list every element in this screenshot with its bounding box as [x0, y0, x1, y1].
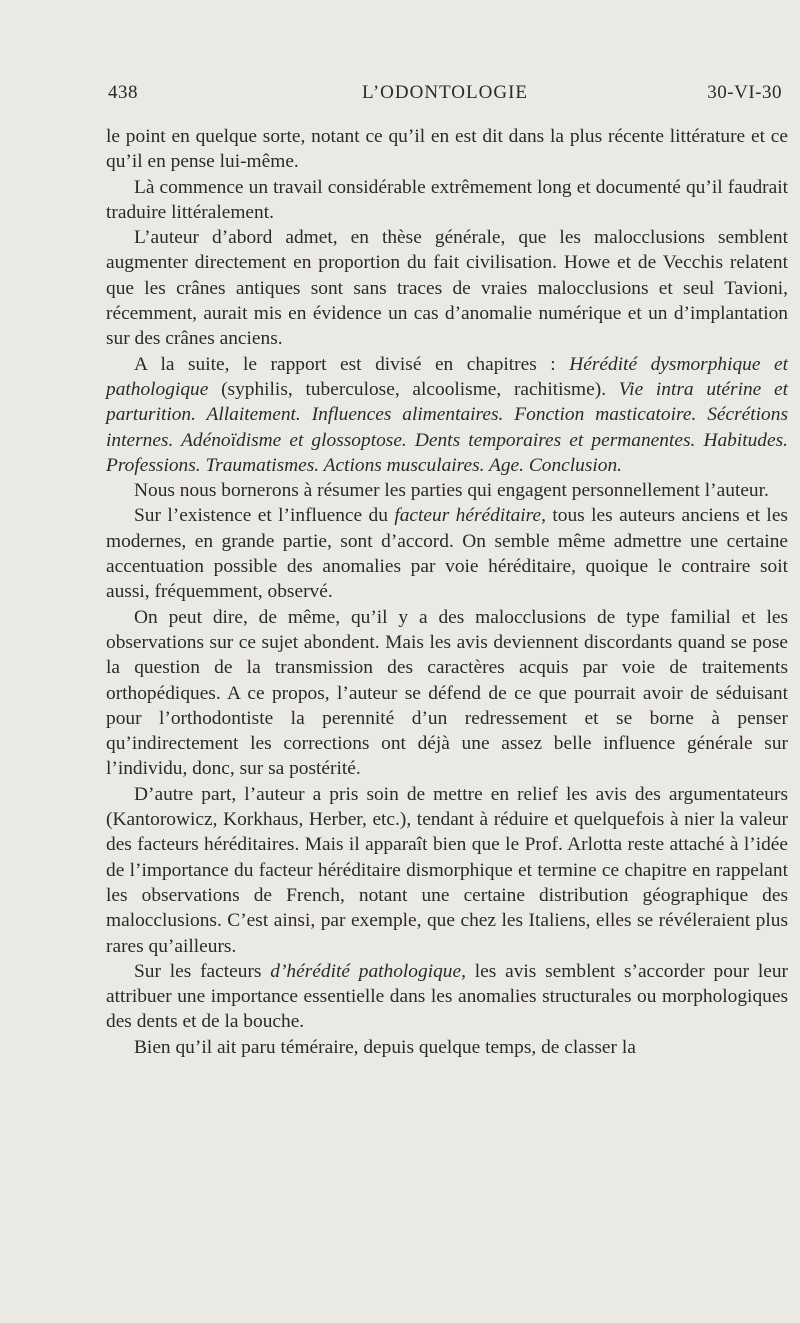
text-run: (syphilis, tuberculose, alcoolisme, rachitisme).: [208, 378, 619, 400]
paragraph: Bien qu’il ait paru téméraire, depuis quelque temps, de classer la: [134, 1036, 636, 1058]
issue-date: 30-VI-30: [707, 82, 782, 103]
text-run: , tous les auteurs anciens et les modernes, en grande partie, sont d’accord. On semble même admettre une certaine accentuation possible des anomalies par voie héréditaire, quoique le contraire soit aussi, fréquemment, observé.: [106, 505, 788, 603]
italic-run: facteur héréditaire: [394, 505, 542, 527]
italic-run: Vie intra utérine et parturition. Allaitement. Influences alimentaires. Fonction masticatoire. Sécrétions internes. Adénoïdisme et glossoptose. Dents temporaires et permanentes. Habitudes. Professions. Traumatismes. Actions musculaires. Age. Conclusion.: [106, 378, 788, 476]
italic-run: Hérédité dysmorphique et pathologique: [106, 353, 788, 400]
text-run: Sur les facteurs: [134, 960, 271, 982]
paragraph: [106, 503, 788, 604]
paragraph: D’autre part, l’auteur a pris soin de mettre en relief les avis des argumentateurs (Kantorowicz, Korkhaus, Herber, etc.), tendant à réduire et quelquefois à nier la valeur des facteurs héréditaires. Mais il apparaît bien que le Prof. Arlotta reste attaché à l’idée de l’importance du facteur héréditaire dismorphique et termine ce chapitre en rappelant les observations de French, notant une certaine distribution géographique des malocclusions. C’est ainsi, par exemple, que chez les Italiens, elles se révéleraient plus rares qu’ailleurs.: [106, 783, 788, 957]
text-run: Sur l’existence et l’influence du: [134, 505, 395, 527]
page-number: 438: [108, 82, 138, 103]
journal-title: L’ODONTOLOGIE: [361, 82, 529, 103]
text-run: A la suite, le rapport est divisé en chapitres :: [134, 353, 570, 375]
text-run: , les avis semblent s’accorder pour leur attribuer une importance essentielle dans les anomalies structurales ou morphologiques des dents et de la bouche.: [106, 960, 788, 1033]
paragraph: [106, 352, 788, 478]
body-text: [106, 124, 788, 1060]
paragraph: Nous nous bornerons à résumer les parties qui engagent personnellement l’auteur.: [134, 480, 769, 502]
paragraph: Là commence un travail considérable extrêmement long et documenté qu’il faudrait traduire littéralement.: [106, 176, 788, 223]
running-header: [108, 82, 782, 112]
italic-run: d’hérédité pathologique: [270, 960, 462, 982]
paragraph: le point en quelque sorte, notant ce qu’il en est dit dans la plus récente littérature et ce qu’il en pense lui-même.: [106, 126, 788, 173]
paragraph: On peut dire, de même, qu’il y a des malocclusions de type familial et les observations sur ce sujet abondent. Mais les avis deviennent discordants quand se pose la question de la transmission des caractères acquis par voie de traitements orthopédiques. A ce propos, l’auteur se défend de ce que pourrait avoir de séduisant pour l’orthodontiste la perennité d’un redressement et se borne à penser qu’indirectement les corrections ont déjà une assez belle influence générale sur l’individu, donc, sur sa postérité.: [106, 606, 788, 780]
paragraph: L’auteur d’abord admet, en thèse générale, que les malocclusions semblent augmenter directement en proportion du fait civilisation. Howe et de Vecchis relatent que les crânes antiques sont sans traces de vraies malocclusions et seul Tavioni, récemment, aurait mis en évidence un cas d’anomalie numérique et un d’implantation sur des crânes anciens.: [106, 227, 788, 350]
paragraph: [106, 959, 788, 1035]
